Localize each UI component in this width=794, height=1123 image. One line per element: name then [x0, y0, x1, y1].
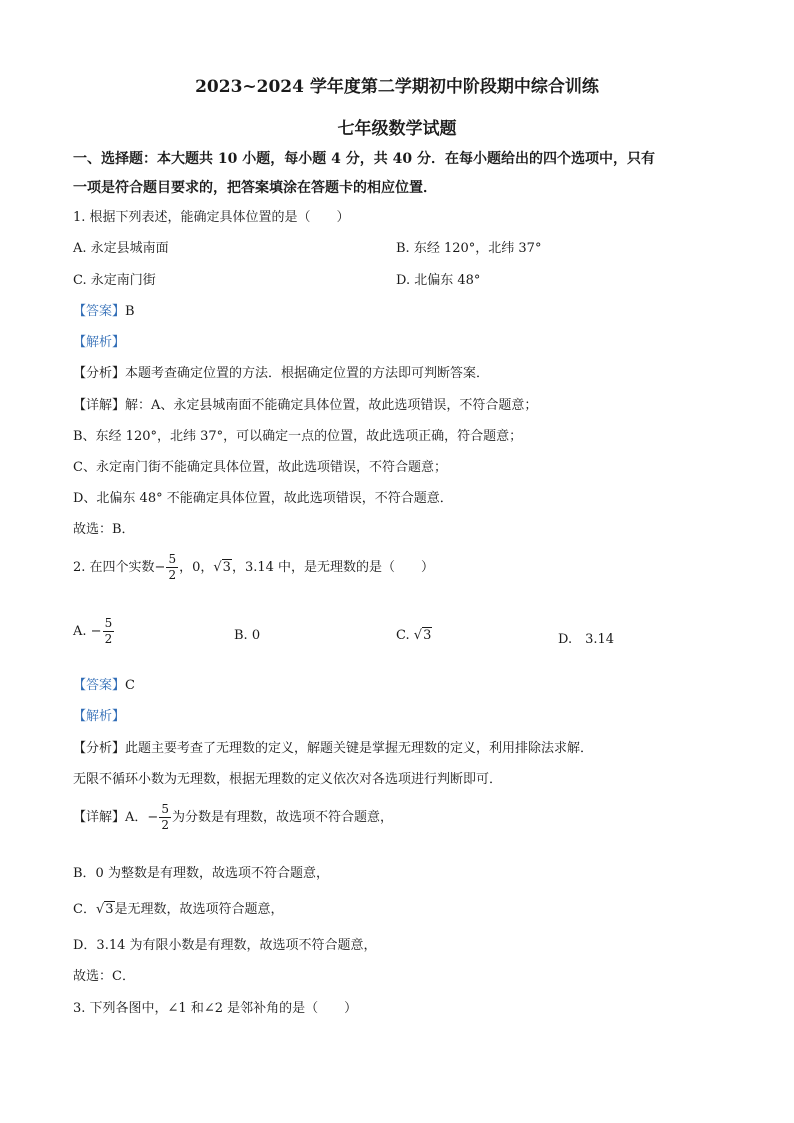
q1-option-d: D. 北偏东 48° — [396, 273, 481, 288]
analysis-tag: 【分析】 — [73, 366, 126, 381]
fraction-numerator: 5 — [104, 616, 113, 630]
q2-stem-post: ，3.14 中，是无理数的是（ ） — [231, 560, 435, 575]
q2-fraction — [166, 552, 178, 583]
q2-analysis-line2: 无限不循环小数为无理数，根据无理数的定义依次对各选项进行判断即可． — [73, 772, 503, 787]
q2-sqrt: √3 — [213, 560, 231, 575]
q1-option-b: B. 东经 120°，北纬 37° — [396, 241, 542, 256]
q2-detail-c-sqrt: √3 — [95, 902, 114, 917]
q2-detail-post: 为分数是有理数，故选项不符合题意， — [171, 810, 393, 825]
answer-tag: 【答案】 — [73, 304, 126, 319]
detail-tag: 【详解】 — [73, 810, 126, 825]
q2-option-d: D. 3.14 — [558, 632, 615, 647]
q2-option-a — [73, 616, 115, 647]
q1-answer — [73, 300, 135, 319]
section-heading-line2: 一项是符合题目要求的，把答案填涂在答题卡的相应位置． — [73, 180, 437, 196]
q2-answer-value: C — [125, 678, 135, 693]
q2-stem-pre: 2. 在四个实数 — [73, 560, 155, 575]
fraction-denominator: 2 — [168, 568, 177, 582]
q1-detail-c: C、永定南门街不能确定具体位置，故此选项错误，不符合题意； — [73, 460, 447, 475]
q1-option-c: C. 永定南门街 — [73, 273, 156, 288]
q2-option-a-label: A. — [73, 624, 87, 639]
q2-analysis-text: 此题主要考查了无理数的定义，解题关键是掌握无理数的定义，利用排除法求解． — [125, 741, 594, 756]
q2-option-a-sign: − — [90, 624, 102, 639]
q1-answer-value: B — [125, 304, 135, 319]
q2-conclusion: 故选：C． — [73, 969, 135, 984]
q2-minus-sign: − — [154, 560, 166, 575]
q2-detail-fraction — [159, 802, 171, 833]
exam-subtitle: 七年级数学试题 — [337, 119, 457, 139]
q2-jiexi-tag: 【解析】 — [73, 709, 126, 724]
q2-option-c — [396, 628, 432, 643]
q2-detail-d: D．3.14 为有限小数是有理数，故选项不符合题意， — [73, 938, 377, 953]
q2-detail-c — [73, 898, 284, 917]
sqrt-radicand: 3 — [423, 628, 432, 643]
q2-detail-pre: A． — [125, 810, 148, 825]
q1-detail-text: 解：A、永定县城南面不能确定具体位置，故此选项错误，不符合题意； — [125, 398, 538, 413]
q1-analysis — [73, 362, 489, 381]
fraction-denominator: 2 — [104, 632, 113, 646]
answer-tag: 【答案】 — [73, 678, 126, 693]
section-heading-line1: 一、选择题：本大题共 10 小题，每小题 4 分，共 40 分．在每小题给出的四个选项中，只有 — [73, 151, 655, 167]
detail-tag: 【详解】 — [73, 398, 126, 413]
q2-analysis — [73, 737, 593, 756]
exam-title: 2023~2024 学年度第二学期初中阶段期中综合训练 — [195, 77, 599, 97]
q1-detail-d: D、北偏东 48° 不能确定具体位置，故此选项错误，不符合题意． — [73, 491, 453, 506]
fraction-denominator: 2 — [161, 818, 169, 832]
q2-option-b: B. 0 — [234, 628, 261, 643]
q1-conclusion: 故选：B． — [73, 522, 135, 537]
q2-option-c-label: C. — [396, 628, 410, 643]
q2-answer — [73, 674, 135, 693]
q1-stem: 1. 根据下列表述，能确定具体位置的是（ ） — [73, 210, 350, 225]
q3-stem: 3. 下列各图中，∠1 和∠2 是邻补角的是（ ） — [73, 1001, 358, 1016]
sqrt-radicand: 3 — [105, 902, 114, 917]
q2-detail-sign: − — [147, 810, 159, 825]
fraction-numerator: 5 — [168, 552, 177, 566]
sqrt-radicand: 3 — [222, 560, 231, 575]
q1-detail — [73, 394, 537, 413]
q2-option-a-fraction — [103, 616, 115, 647]
q1-detail-b: B、东经 120°，北纬 37°，可以确定一点的位置，故此选项正确，符合题意； — [73, 429, 523, 444]
q2-detail-c-pre: C． — [73, 902, 96, 917]
q1-analysis-text: 本题考查确定位置的方法．根据确定位置的方法即可判断答案． — [125, 366, 490, 381]
q2-detail — [73, 802, 393, 833]
q2-stem — [73, 552, 434, 583]
q1-jiexi-tag: 【解析】 — [73, 335, 126, 350]
q2-option-c-sqrt: √3 — [413, 628, 432, 643]
q2-stem-mid: ，0， — [179, 560, 214, 575]
q2-detail-c-post: 是无理数，故选项符合题意， — [114, 902, 284, 917]
q1-option-a: A. 永定县城南面 — [73, 241, 169, 256]
analysis-tag: 【分析】 — [73, 741, 126, 756]
q2-detail-b: B．0 为整数是有理数，故选项不符合题意， — [73, 866, 329, 881]
fraction-numerator: 5 — [161, 802, 169, 816]
